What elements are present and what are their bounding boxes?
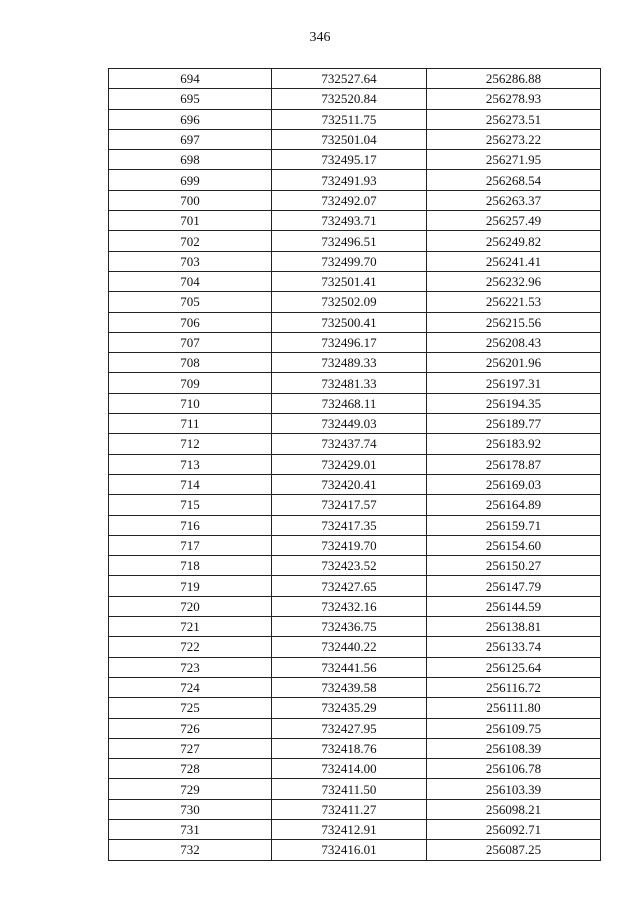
- y-coordinate-cell: 256106.78: [427, 759, 601, 779]
- coordinates-table: [108, 68, 601, 861]
- x-coordinate-cell: 732414.00: [272, 759, 427, 779]
- table-row: [109, 759, 601, 779]
- point-number-cell: 725: [109, 698, 272, 718]
- point-number-cell: 729: [109, 779, 272, 799]
- table-row: [109, 271, 601, 291]
- x-coordinate-cell: 732511.75: [272, 109, 427, 129]
- point-number-cell: 716: [109, 515, 272, 535]
- x-coordinate-cell: 732412.91: [272, 819, 427, 839]
- x-coordinate-cell: 732520.84: [272, 89, 427, 109]
- y-coordinate-cell: 256194.35: [427, 393, 601, 413]
- point-number-cell: 722: [109, 637, 272, 657]
- x-coordinate-cell: 732440.22: [272, 637, 427, 657]
- table-row: [109, 515, 601, 535]
- table-row: [109, 657, 601, 677]
- x-coordinate-cell: 732500.41: [272, 312, 427, 332]
- table-row: [109, 474, 601, 494]
- x-coordinate-cell: 732468.11: [272, 393, 427, 413]
- y-coordinate-cell: 256201.96: [427, 353, 601, 373]
- x-coordinate-cell: 732417.35: [272, 515, 427, 535]
- x-coordinate-cell: 732493.71: [272, 211, 427, 231]
- point-number-cell: 723: [109, 657, 272, 677]
- y-coordinate-cell: 256189.77: [427, 414, 601, 434]
- x-coordinate-cell: 732417.57: [272, 495, 427, 515]
- x-coordinate-cell: 732439.58: [272, 677, 427, 697]
- y-coordinate-cell: 256273.22: [427, 129, 601, 149]
- coordinates-table-body: [109, 69, 601, 861]
- table-row: [109, 129, 601, 149]
- point-number-cell: 717: [109, 535, 272, 555]
- table-row: [109, 109, 601, 129]
- point-number-cell: 732: [109, 840, 272, 860]
- y-coordinate-cell: 256278.93: [427, 89, 601, 109]
- y-coordinate-cell: 256087.25: [427, 840, 601, 860]
- y-coordinate-cell: 256092.71: [427, 819, 601, 839]
- y-coordinate-cell: 256286.88: [427, 69, 601, 89]
- y-coordinate-cell: 256178.87: [427, 454, 601, 474]
- point-number-cell: 715: [109, 495, 272, 515]
- x-coordinate-cell: 732419.70: [272, 535, 427, 555]
- table-row: [109, 596, 601, 616]
- point-number-cell: 730: [109, 799, 272, 819]
- point-number-cell: 728: [109, 759, 272, 779]
- y-coordinate-cell: 256257.49: [427, 211, 601, 231]
- point-number-cell: 726: [109, 718, 272, 738]
- table-row: [109, 89, 601, 109]
- x-coordinate-cell: 732501.04: [272, 129, 427, 149]
- y-coordinate-cell: 256271.95: [427, 150, 601, 170]
- y-coordinate-cell: 256215.56: [427, 312, 601, 332]
- x-coordinate-cell: 732492.07: [272, 190, 427, 210]
- point-number-cell: 713: [109, 454, 272, 474]
- x-coordinate-cell: 732411.27: [272, 799, 427, 819]
- point-number-cell: 702: [109, 231, 272, 251]
- y-coordinate-cell: 256138.81: [427, 617, 601, 637]
- x-coordinate-cell: 732501.41: [272, 271, 427, 291]
- table-row: [109, 150, 601, 170]
- table-row: [109, 617, 601, 637]
- y-coordinate-cell: 256183.92: [427, 434, 601, 454]
- point-number-cell: 699: [109, 170, 272, 190]
- point-number-cell: 712: [109, 434, 272, 454]
- page-number: 346: [309, 30, 331, 45]
- x-coordinate-cell: 732418.76: [272, 738, 427, 758]
- y-coordinate-cell: 256125.64: [427, 657, 601, 677]
- table-row: [109, 718, 601, 738]
- table-row: [109, 698, 601, 718]
- x-coordinate-cell: 732437.74: [272, 434, 427, 454]
- table-row: [109, 495, 601, 515]
- table-row: [109, 292, 601, 312]
- y-coordinate-cell: 256263.37: [427, 190, 601, 210]
- table-row: [109, 393, 601, 413]
- point-number-cell: 710: [109, 393, 272, 413]
- table-row: [109, 677, 601, 697]
- point-number-cell: 701: [109, 211, 272, 231]
- y-coordinate-cell: 256150.27: [427, 556, 601, 576]
- y-coordinate-cell: 256232.96: [427, 271, 601, 291]
- table-row: [109, 231, 601, 251]
- y-coordinate-cell: 256109.75: [427, 718, 601, 738]
- point-number-cell: 700: [109, 190, 272, 210]
- point-number-cell: 714: [109, 474, 272, 494]
- x-coordinate-cell: 732436.75: [272, 617, 427, 637]
- x-coordinate-cell: 732441.56: [272, 657, 427, 677]
- y-coordinate-cell: 256268.54: [427, 170, 601, 190]
- table-row: [109, 69, 601, 89]
- point-number-cell: 704: [109, 271, 272, 291]
- x-coordinate-cell: 732423.52: [272, 556, 427, 576]
- table-row: [109, 170, 601, 190]
- point-number-cell: 696: [109, 109, 272, 129]
- point-number-cell: 731: [109, 819, 272, 839]
- y-coordinate-cell: 256159.71: [427, 515, 601, 535]
- y-coordinate-cell: 256108.39: [427, 738, 601, 758]
- table-row: [109, 211, 601, 231]
- x-coordinate-cell: 732427.65: [272, 576, 427, 596]
- y-coordinate-cell: 256208.43: [427, 332, 601, 352]
- table-row: [109, 840, 601, 860]
- table-row: [109, 738, 601, 758]
- table-row: [109, 190, 601, 210]
- x-coordinate-cell: 732420.41: [272, 474, 427, 494]
- table-row: [109, 353, 601, 373]
- x-coordinate-cell: 732429.01: [272, 454, 427, 474]
- table-row: [109, 819, 601, 839]
- point-number-cell: 708: [109, 353, 272, 373]
- y-coordinate-cell: 256273.51: [427, 109, 601, 129]
- x-coordinate-cell: 732499.70: [272, 251, 427, 271]
- table-row: [109, 251, 601, 271]
- table-row: [109, 434, 601, 454]
- x-coordinate-cell: 732432.16: [272, 596, 427, 616]
- x-coordinate-cell: 732496.17: [272, 332, 427, 352]
- point-number-cell: 707: [109, 332, 272, 352]
- table-row: [109, 576, 601, 596]
- x-coordinate-cell: 732411.50: [272, 779, 427, 799]
- y-coordinate-cell: 256169.03: [427, 474, 601, 494]
- point-number-cell: 721: [109, 617, 272, 637]
- point-number-cell: 703: [109, 251, 272, 271]
- table-row: [109, 779, 601, 799]
- x-coordinate-cell: 732449.03: [272, 414, 427, 434]
- table-row: [109, 535, 601, 555]
- x-coordinate-cell: 732502.09: [272, 292, 427, 312]
- x-coordinate-cell: 732416.01: [272, 840, 427, 860]
- table-row: [109, 454, 601, 474]
- y-coordinate-cell: 256249.82: [427, 231, 601, 251]
- point-number-cell: 724: [109, 677, 272, 697]
- table-row: [109, 312, 601, 332]
- point-number-cell: 718: [109, 556, 272, 576]
- y-coordinate-cell: 256098.21: [427, 799, 601, 819]
- point-number-cell: 706: [109, 312, 272, 332]
- table-row: [109, 373, 601, 393]
- point-number-cell: 719: [109, 576, 272, 596]
- table-row: [109, 414, 601, 434]
- table-row: [109, 332, 601, 352]
- x-coordinate-cell: 732489.33: [272, 353, 427, 373]
- point-number-cell: 727: [109, 738, 272, 758]
- point-number-cell: 720: [109, 596, 272, 616]
- point-number-cell: 695: [109, 89, 272, 109]
- y-coordinate-cell: 256144.59: [427, 596, 601, 616]
- table-row: [109, 799, 601, 819]
- point-number-cell: 694: [109, 69, 272, 89]
- point-number-cell: 709: [109, 373, 272, 393]
- y-coordinate-cell: 256241.41: [427, 251, 601, 271]
- x-coordinate-cell: 732491.93: [272, 170, 427, 190]
- point-number-cell: 705: [109, 292, 272, 312]
- y-coordinate-cell: 256116.72: [427, 677, 601, 697]
- x-coordinate-cell: 732527.64: [272, 69, 427, 89]
- y-coordinate-cell: 256111.80: [427, 698, 601, 718]
- point-number-cell: 697: [109, 129, 272, 149]
- point-number-cell: 711: [109, 414, 272, 434]
- point-number-cell: 698: [109, 150, 272, 170]
- x-coordinate-cell: 732435.29: [272, 698, 427, 718]
- y-coordinate-cell: 256147.79: [427, 576, 601, 596]
- y-coordinate-cell: 256221.53: [427, 292, 601, 312]
- x-coordinate-cell: 732496.51: [272, 231, 427, 251]
- y-coordinate-cell: 256133.74: [427, 637, 601, 657]
- table-row: [109, 556, 601, 576]
- x-coordinate-cell: 732495.17: [272, 150, 427, 170]
- x-coordinate-cell: 732481.33: [272, 373, 427, 393]
- y-coordinate-cell: 256103.39: [427, 779, 601, 799]
- table-row: [109, 637, 601, 657]
- y-coordinate-cell: 256164.89: [427, 495, 601, 515]
- y-coordinate-cell: 256154.60: [427, 535, 601, 555]
- x-coordinate-cell: 732427.95: [272, 718, 427, 738]
- y-coordinate-cell: 256197.31: [427, 373, 601, 393]
